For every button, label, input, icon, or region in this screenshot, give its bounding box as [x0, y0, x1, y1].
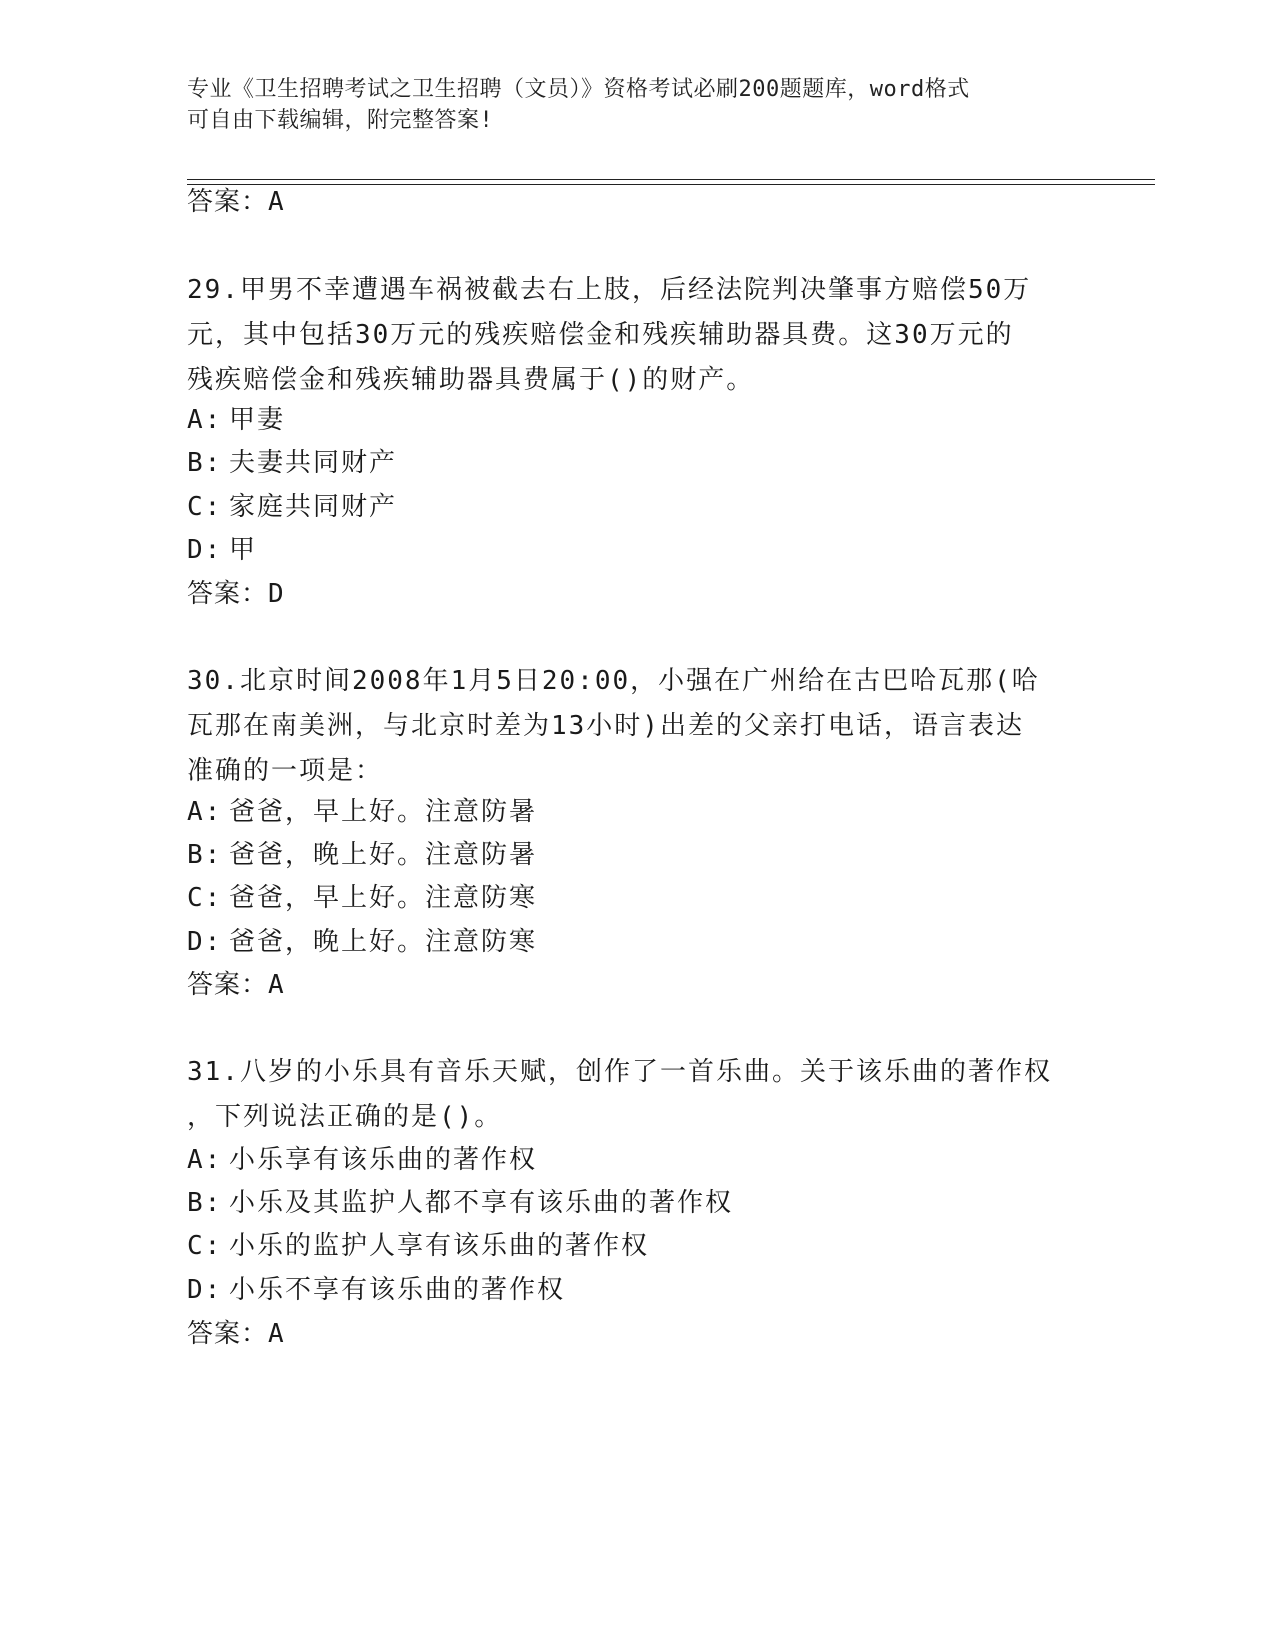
option-key: D: — [187, 1275, 223, 1305]
option-key: A: — [187, 797, 223, 827]
question-31-option-b — [187, 1186, 733, 1220]
option-key: C: — [187, 492, 223, 522]
header-divider-bottom — [187, 184, 1155, 185]
page-header — [187, 74, 1067, 136]
option-key: C: — [187, 883, 223, 913]
question-stem-line: 元，其中包括30万元的残疾赔偿金和残疾辅助器具费。这30万元的 — [187, 320, 1014, 350]
question-29-answer: 答案：D — [187, 579, 285, 609]
option-text: 小乐不享有该乐曲的著作权 — [229, 1275, 566, 1305]
question-31-option-d — [187, 1273, 565, 1307]
option-text: 甲 — [229, 535, 258, 565]
question-31-stem — [187, 1050, 1087, 1140]
question-29-option-c — [187, 490, 397, 524]
option-key: C: — [187, 1231, 223, 1261]
option-text: 爸爸，早上好。注意防寒 — [229, 883, 538, 913]
question-30-option-b — [187, 838, 537, 872]
option-key: B: — [187, 840, 223, 870]
question-29-option-b — [187, 446, 397, 480]
question-stem-line: 29.甲男不幸遭遇车祸被截去右上肢，后经法院判决肇事方赔偿50万 — [187, 275, 1032, 305]
option-key: A: — [187, 405, 223, 435]
question-29-stem — [187, 268, 1087, 403]
question-stem-line: 30.北京时间2008年1月5日20:00，小强在广州给在古巴哈瓦那(哈 — [187, 666, 1040, 696]
header-divider-top — [187, 179, 1155, 180]
option-text: 小乐享有该乐曲的著作权 — [229, 1145, 538, 1175]
question-stem-line: 瓦那在南美洲，与北京时差为13小时)出差的父亲打电话，语言表达 — [187, 711, 1024, 741]
question-30-stem — [187, 659, 1087, 794]
question-stem-line: 31.八岁的小乐具有音乐天赋，创作了一首乐曲。关于该乐曲的著作权 — [187, 1057, 1052, 1087]
question-31-answer: 答案：A — [187, 1319, 285, 1349]
question-30-option-c — [187, 881, 537, 915]
previous-answer: 答案：A — [187, 187, 285, 217]
option-key: B: — [187, 1188, 223, 1218]
option-text: 夫妻共同财产 — [229, 448, 398, 478]
option-key: D: — [187, 535, 223, 565]
question-30-option-a — [187, 795, 537, 829]
question-31-option-c — [187, 1229, 649, 1263]
option-key: A: — [187, 1145, 223, 1175]
question-30-option-d — [187, 925, 537, 959]
option-text: 小乐及其监护人都不享有该乐曲的著作权 — [229, 1188, 734, 1218]
option-key: D: — [187, 927, 223, 957]
option-text: 小乐的监护人享有该乐曲的著作权 — [229, 1231, 650, 1261]
question-29-option-a — [187, 403, 285, 437]
question-stem-line: 残疾赔偿金和残疾辅助器具费属于()的财产。 — [187, 365, 755, 395]
question-stem-line: 准确的一项是： — [187, 756, 384, 786]
header-line-2: 可自由下载编辑，附完整答案! — [187, 108, 494, 133]
option-text: 爸爸，晚上好。注意防寒 — [229, 927, 538, 957]
header-line-1: 专业《卫生招聘考试之卫生招聘（文员）》资格考试必刷200题题库，word格式 — [187, 77, 970, 102]
option-text: 家庭共同财产 — [229, 492, 398, 522]
question-30-answer: 答案：A — [187, 970, 285, 1000]
option-key: B: — [187, 448, 223, 478]
option-text: 爸爸，晚上好。注意防暑 — [229, 840, 538, 870]
question-31-option-a — [187, 1143, 537, 1177]
question-stem-line: ，下列说法正确的是()。 — [187, 1102, 503, 1132]
option-text: 甲妻 — [229, 405, 286, 435]
option-text: 爸爸，早上好。注意防暑 — [229, 797, 538, 827]
question-29-option-d — [187, 533, 257, 567]
